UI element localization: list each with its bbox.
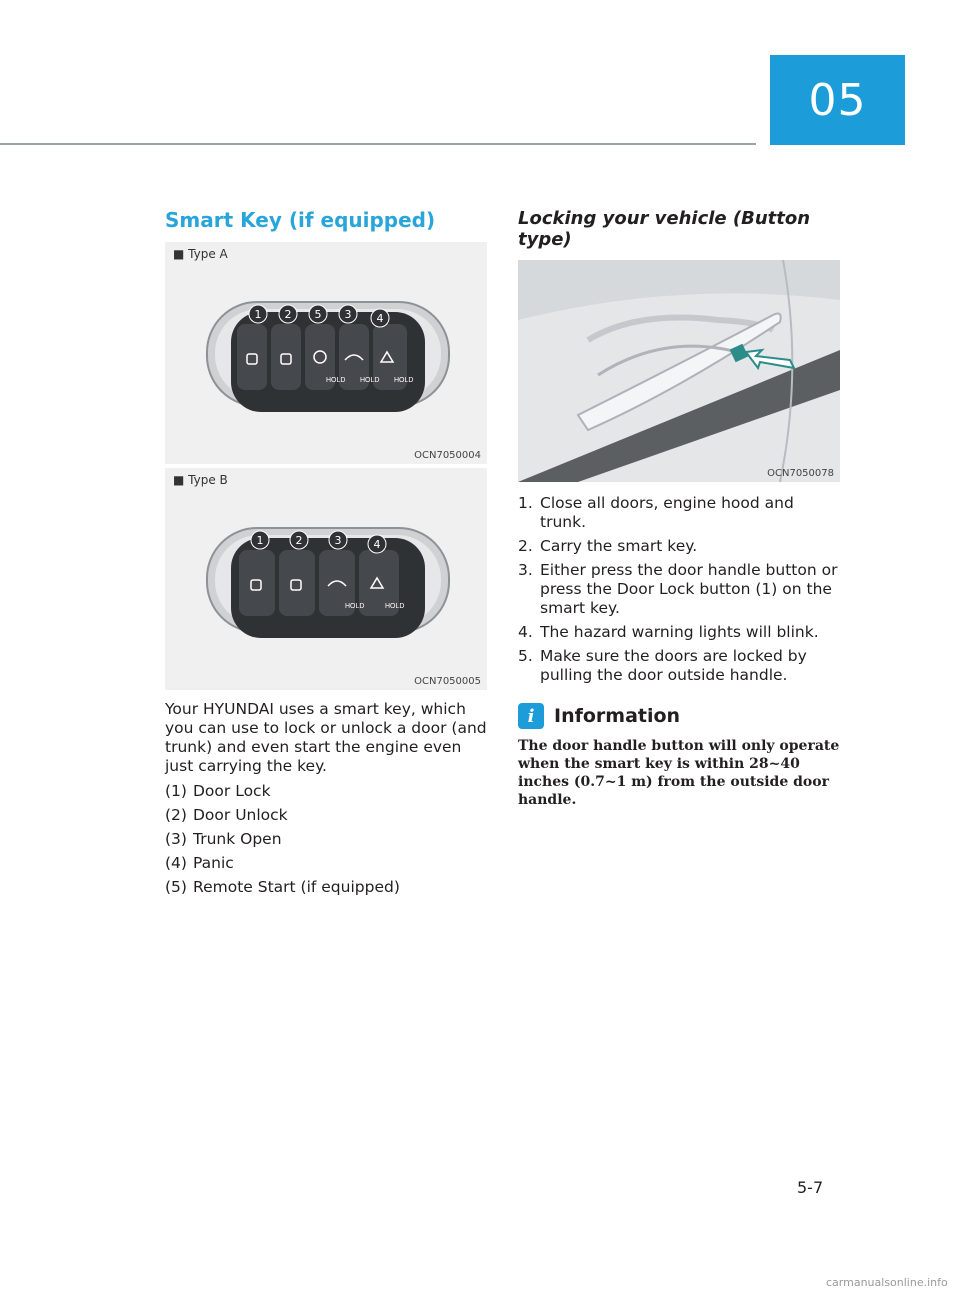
badge-3-a (339, 305, 357, 323)
badge-4-a (371, 309, 389, 327)
intro-paragraph: Your HYUNDAI uses a smart key, which you can use to lock or unlock a door (and trunk) and even start the engine even just carrying the key. (165, 700, 487, 775)
badge-2-b (290, 531, 308, 549)
information-title: Information (554, 705, 681, 727)
figure-smart-key-type-a (165, 242, 487, 464)
button-list (165, 782, 487, 897)
information-icon: i (518, 703, 544, 729)
figure-label-type-a: ■ Type A (173, 247, 228, 261)
hold-label-a-1: HOLD (326, 377, 346, 384)
chapter-tab: 05 (770, 55, 905, 145)
figure-code-a: OCN7050004 (414, 450, 481, 461)
page-number: 5-7 (797, 1178, 824, 1197)
figure-label-type-b: ■ Type B (173, 473, 228, 487)
figure-door-handle (518, 260, 840, 482)
information-header (518, 703, 840, 729)
list-item: (3) Trunk Open (165, 830, 282, 848)
hold-label-b-2: HOLD (385, 603, 405, 610)
badge-2-a (279, 305, 297, 323)
hold-label-b-1: HOLD (345, 603, 365, 610)
svg-text:4: 4 (373, 538, 381, 551)
header-rule (0, 143, 756, 145)
figure-smart-key-type-b (165, 468, 487, 690)
list-item: 5. Make sure the doors are locked by pulling the door outside handle. (518, 647, 807, 684)
watermark: carmanualsonline.info (826, 1276, 948, 1289)
door-handle-illustration (518, 260, 840, 482)
list-item: (2) Door Unlock (165, 806, 288, 824)
left-column (165, 200, 487, 902)
section-title: Smart Key (if equipped) (165, 208, 436, 232)
svg-text:3: 3 (334, 534, 342, 547)
badge-3-b (329, 531, 347, 549)
right-column (518, 200, 840, 809)
subsection-title: Locking your vehicle (Button type) (518, 208, 811, 250)
badge-1-a (249, 305, 267, 323)
smart-key-type-b-illustration (165, 468, 487, 690)
svg-text:3: 3 (344, 308, 352, 321)
list-item: 4. The hazard warning lights will blink. (518, 623, 819, 641)
badge-5-a (309, 305, 327, 323)
svg-text:1: 1 (254, 308, 262, 321)
figure-code-door: OCN7050078 (767, 468, 834, 479)
steps-list (518, 494, 840, 685)
information-body: The door handle button will only operate when the smart key is within 28~40 inches (0.7~1 m) from the outside door handle. (518, 738, 840, 808)
svg-text:1: 1 (256, 534, 264, 547)
list-item: (1) Door Lock (165, 782, 271, 800)
badge-1-b (251, 531, 269, 549)
hold-label-a-3: HOLD (394, 377, 414, 384)
svg-text:5: 5 (314, 308, 322, 321)
smart-key-type-a-illustration (165, 242, 487, 464)
svg-text:2: 2 (295, 534, 303, 547)
list-item: 1. Close all doors, engine hood and trunk. (518, 494, 794, 531)
figure-code-b: OCN7050005 (414, 676, 481, 687)
hold-label-a-2: HOLD (360, 377, 380, 384)
list-item: 3. Either press the door handle button or press the Door Lock button (1) on the smart key. (518, 561, 838, 617)
list-item: (4) Panic (165, 854, 234, 872)
list-item: 2. Carry the smart key. (518, 537, 698, 555)
svg-text:2: 2 (284, 308, 292, 321)
list-item: (5) Remote Start (if equipped) (165, 878, 400, 896)
svg-text:4: 4 (376, 312, 384, 325)
badge-4-b (368, 535, 386, 553)
